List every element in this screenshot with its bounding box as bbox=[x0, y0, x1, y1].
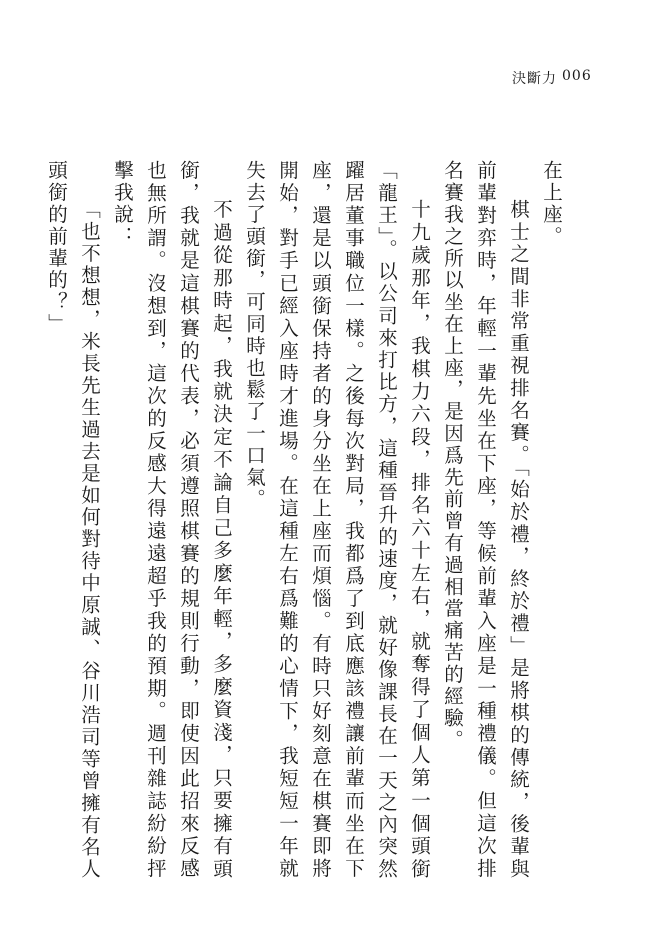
body-text bbox=[45, 160, 568, 880]
running-header bbox=[420, 62, 620, 92]
paragraph-3: 十九歲那年，我棋力六段，排名六十左右，就奪得了個人第一個頭銜「龍王」。以公司來打比方，這種晉升的速度，就好像課長在一天之內突然躍居董事職位一樣。之後每次對局，我都爲了到底應該禮讓前輩而坐在下座，還是以頭銜保持者的身分坐在上座而煩惱。有時只好刻意在棋賽即將開始，對手已經入座時才進場。在這種左右爲難的心情下，我短短一年就失去了頭銜，可同時也鬆了一口氣。 bbox=[243, 160, 431, 880]
book-title: 決斷力 bbox=[512, 71, 557, 87]
paragraph-5: 「也不想想，米長先生過去是如何對待中原誠、谷川浩司等曾擁有名人頭銜的前輩的？」 bbox=[45, 160, 101, 880]
paragraph-1: 在上座。 bbox=[540, 160, 563, 248]
paragraph-4: 不過從那時起，我就決定不論自己多麼年輕，多麼資淺，只要擁有頭銜，我就是這棋賽的代表，必須遵照棋賽的規則行動，即使因此招來反感也無所謂。沒想到，這次的反感大得遠遠超乎我的預期。週刊雜誌紛紛抨擊我說： bbox=[111, 160, 233, 880]
page-number: 006 bbox=[562, 68, 592, 84]
paragraph-2: 棋士之間非常重視排名賽。「始於禮，終於禮」是將棋的傳統，後輩與前輩對弈時，年輕一輩先坐在下座，等候前輩入座是一種禮儀。但這次排名賽我之所以坐在上座，是因爲先前曾有過相當痛苦的經驗。 bbox=[441, 160, 530, 880]
